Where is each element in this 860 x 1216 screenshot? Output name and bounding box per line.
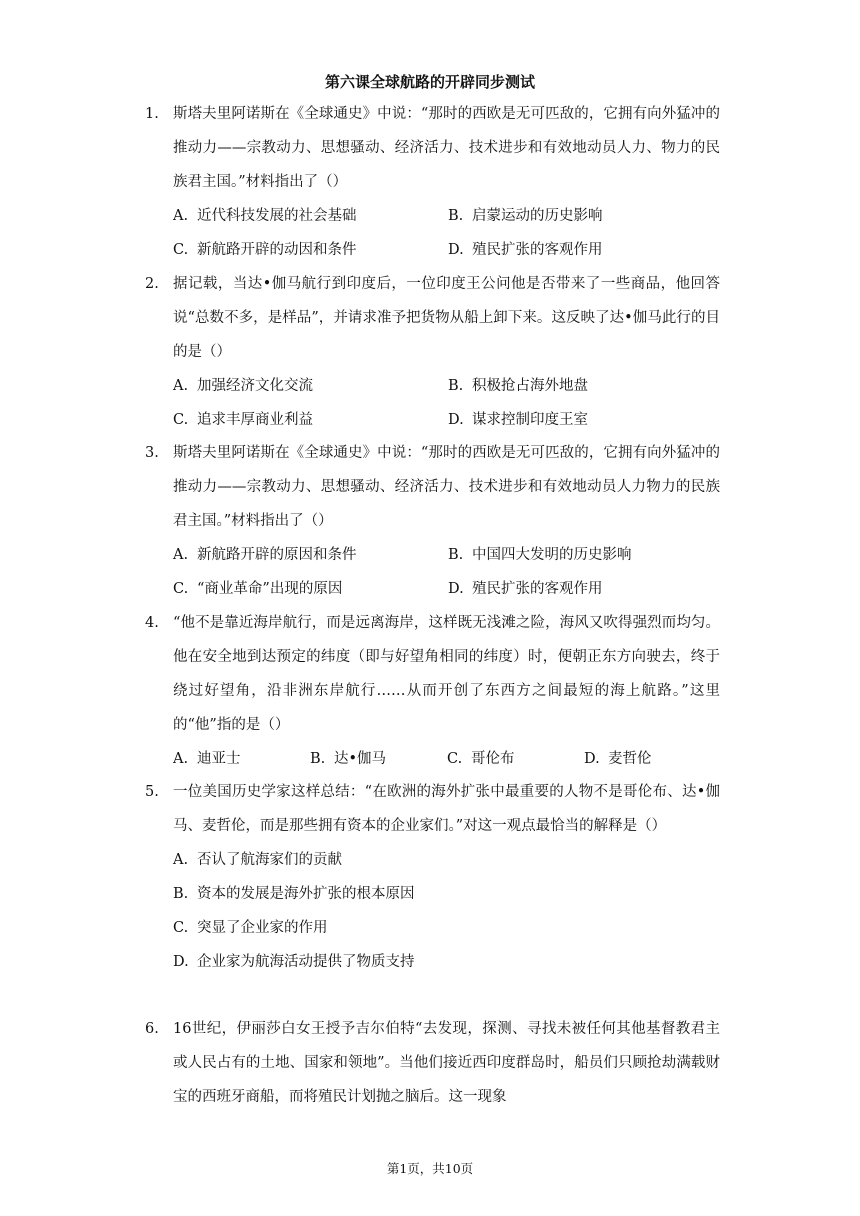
question-4 bbox=[145, 606, 720, 776]
option-text: 加强经济文化交流 bbox=[197, 378, 313, 394]
option-text: 殖民扩张的客观作用 bbox=[472, 242, 603, 258]
question-3 bbox=[145, 436, 720, 606]
question-stem: 斯塔夫里阿诺斯在《全球通史》中说：“那时的西欧是无可匹敌的，它拥有向外猛冲的推动力——宗教动力、思想骚动、经济活力、技术进步和有效地动员人力、物力的民族君主国。”材料指出了（） bbox=[173, 106, 720, 190]
question-1 bbox=[145, 97, 720, 267]
option-b[interactable] bbox=[310, 742, 447, 776]
option-text: 企业家为航海活动提供了物质支持 bbox=[197, 954, 415, 970]
option-text: 近代科技发展的社会基础 bbox=[197, 208, 357, 224]
question-stem: 斯塔夫里阿诺斯在《全球通史》中说：“那时的西欧是无可匹敌的，它拥有向外猛冲的推动力——宗教动力、思想骚动、经济活力、技术进步和有效地动员人力物力的民族君主国。”材料指出了（） bbox=[173, 445, 720, 529]
option-d[interactable] bbox=[448, 233, 723, 267]
option-text: 达•伽马 bbox=[334, 751, 387, 767]
question-number: 5. bbox=[145, 784, 159, 800]
option-text: 启蒙运动的历史影响 bbox=[472, 208, 603, 224]
option-letter: C. bbox=[173, 412, 189, 428]
option-text: 迪亚士 bbox=[197, 751, 241, 767]
options bbox=[173, 199, 720, 267]
question-number: 6. bbox=[145, 1021, 159, 1037]
question-stem: “他不是靠近海岸航行，而是远离海岸，这样既无浅滩之险，海风又吹得强烈而均匀。他在安全地到达预定的纬度（即与好望角相同的纬度）时，便朝正东方向驶去，终于绕过好望角，沿非洲东岸航行……从而开创了东西方之间最短的海上航路。”这里的“他”指的是（） bbox=[173, 615, 720, 733]
question-number: 1. bbox=[145, 106, 159, 122]
option-d[interactable] bbox=[584, 742, 721, 776]
option-b[interactable] bbox=[173, 877, 720, 911]
options bbox=[173, 369, 720, 437]
option-letter: D. bbox=[173, 954, 189, 970]
option-letter: C. bbox=[173, 581, 189, 597]
option-a[interactable] bbox=[173, 843, 720, 877]
option-text: 资本的发展是海外扩张的根本原因 bbox=[197, 886, 415, 902]
option-text: 突显了企业家的作用 bbox=[197, 920, 328, 936]
option-text: 新航路开辟的原因和条件 bbox=[197, 547, 357, 563]
option-letter: D. bbox=[448, 581, 464, 597]
option-c[interactable] bbox=[173, 572, 448, 606]
option-letter: B. bbox=[310, 751, 326, 767]
question-2 bbox=[145, 267, 720, 437]
option-letter: A. bbox=[173, 751, 189, 767]
option-text: 殖民扩张的客观作用 bbox=[472, 581, 603, 597]
option-letter: A. bbox=[173, 547, 189, 563]
option-a[interactable] bbox=[173, 742, 310, 776]
question-stem: 据记载，当达•伽马航行到印度后，一位印度王公问他是否带来了一些商品，他回答说“总数不多，是样品”，并请求准予把货物从船上卸下来。这反映了达•伽马此行的目的是（） bbox=[173, 276, 720, 360]
option-b[interactable] bbox=[448, 199, 723, 233]
option-text: “商业革命”出现的原因 bbox=[197, 581, 343, 597]
page-title: 第六课全球航路的开辟同步测试 bbox=[324, 73, 535, 91]
options bbox=[173, 843, 720, 979]
option-letter: C. bbox=[447, 751, 463, 767]
options bbox=[173, 742, 720, 776]
page-footer: 第1页，共10页 bbox=[386, 1161, 474, 1176]
option-text: 中国四大发明的历史影响 bbox=[472, 547, 632, 563]
option-letter: D. bbox=[584, 751, 600, 767]
option-d[interactable] bbox=[173, 945, 720, 979]
option-letter: B. bbox=[173, 886, 189, 902]
option-text: 追求丰厚商业利益 bbox=[197, 412, 313, 428]
option-text: 积极抢占海外地盘 bbox=[472, 378, 588, 394]
option-letter: B. bbox=[448, 378, 464, 394]
question-number: 3. bbox=[145, 445, 159, 461]
option-c[interactable] bbox=[173, 233, 448, 267]
option-d[interactable] bbox=[448, 572, 723, 606]
question-6 bbox=[145, 1012, 720, 1114]
question-number: 2. bbox=[145, 276, 159, 292]
question-number: 4. bbox=[145, 615, 159, 631]
option-c[interactable] bbox=[173, 911, 720, 945]
option-a[interactable] bbox=[173, 538, 448, 572]
option-c[interactable] bbox=[447, 742, 584, 776]
question-stem: 一位美国历史学家这样总结：“在欧洲的海外扩张中最重要的人物不是哥伦布、达•伽马、麦哲伦，而是那些拥有资本的企业家们。”对这一观点最恰当的解释是（） bbox=[173, 784, 720, 834]
option-b[interactable] bbox=[448, 369, 723, 403]
option-letter: C. bbox=[173, 920, 189, 936]
option-letter: C. bbox=[173, 242, 189, 258]
option-c[interactable] bbox=[173, 403, 448, 437]
option-letter: A. bbox=[173, 852, 189, 868]
option-a[interactable] bbox=[173, 369, 448, 403]
option-letter: D. bbox=[448, 242, 464, 258]
option-text: 新航路开辟的动因和条件 bbox=[197, 242, 357, 258]
option-letter: A. bbox=[173, 378, 189, 394]
option-letter: B. bbox=[448, 547, 464, 563]
option-letter: B. bbox=[448, 208, 464, 224]
option-text: 麦哲伦 bbox=[608, 751, 652, 767]
option-b[interactable] bbox=[448, 538, 723, 572]
option-text: 否认了航海家们的贡献 bbox=[197, 852, 342, 868]
option-text: 哥伦布 bbox=[471, 751, 515, 767]
options bbox=[173, 538, 720, 606]
question-stem: 16世纪，伊丽莎白女王授予吉尔伯特“去发现，探测、寻找未被任何其他基督教君主或人民占有的土地、国家和领地”。当他们接近西印度群岛时，船员们只顾抢劫满载财宝的西班牙商船，而将殖民计划抛之脑后。这一现象 bbox=[173, 1021, 720, 1105]
question-5 bbox=[145, 775, 720, 979]
option-a[interactable] bbox=[173, 199, 448, 233]
option-d[interactable] bbox=[448, 403, 723, 437]
option-letter: D. bbox=[448, 412, 464, 428]
option-letter: A. bbox=[173, 208, 189, 224]
option-text: 谋求控制印度王室 bbox=[472, 412, 588, 428]
